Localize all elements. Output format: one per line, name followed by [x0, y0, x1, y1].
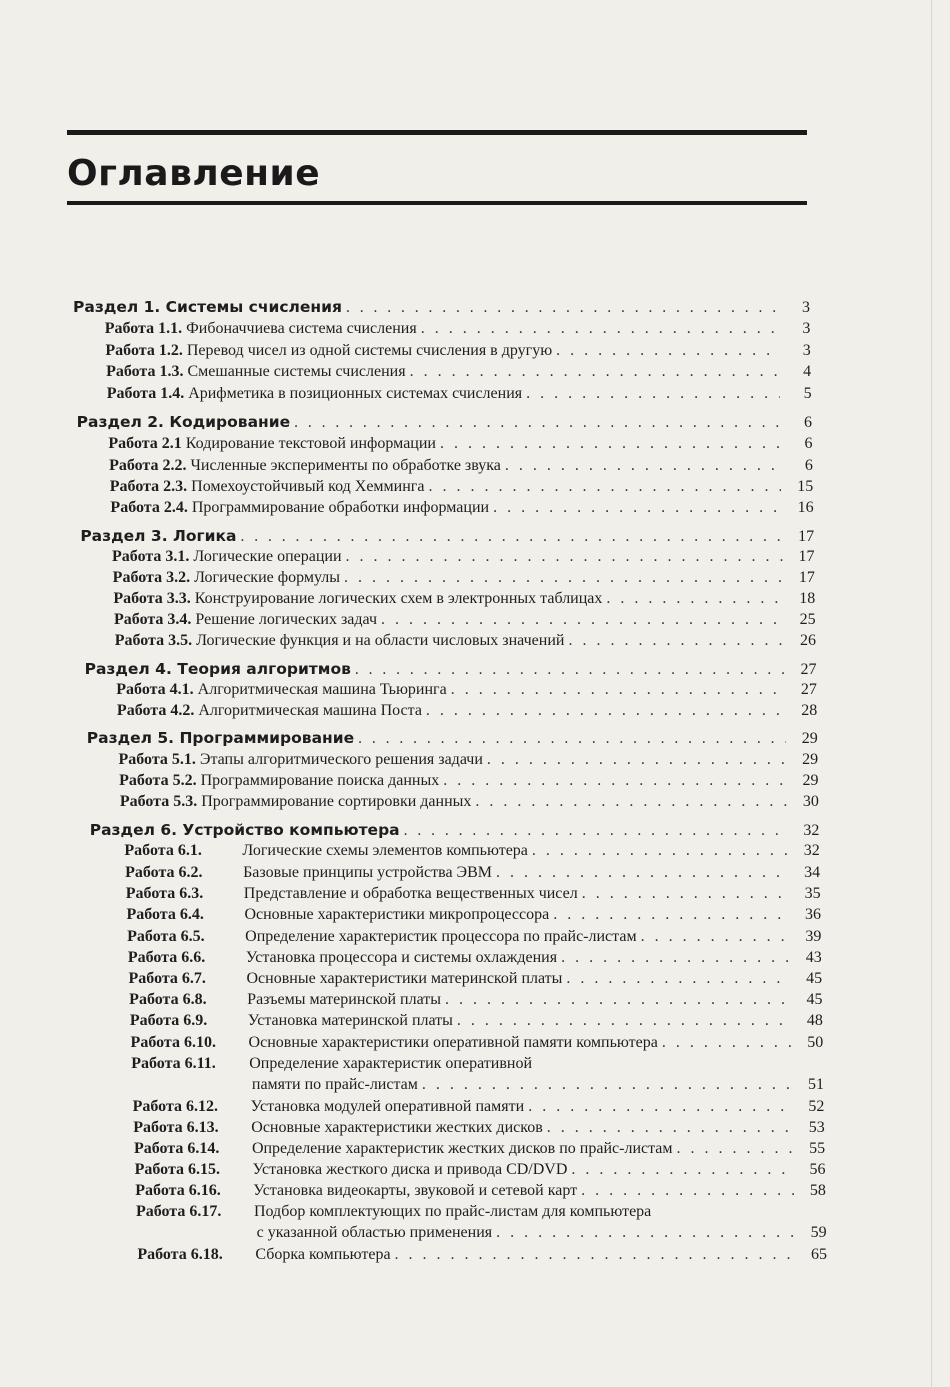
- entry-label: [118, 751, 482, 769]
- entry-number: Работа 6.12.: [132, 1098, 218, 1115]
- toc-entry-work: [130, 1012, 823, 1030]
- entry-title: Этапы алгоритмического решения задачи: [199, 751, 483, 768]
- entry-number: Работа 1.3.: [106, 363, 184, 380]
- entry-number: Работа 2.3.: [109, 478, 188, 495]
- toc-entry-work: [135, 1161, 826, 1179]
- leader-dots: [475, 793, 787, 811]
- leader-dots: [496, 864, 788, 882]
- toc-entry-work: [117, 702, 817, 720]
- entry-title: Программирование сортировки данных: [201, 793, 472, 810]
- entry-label: [137, 1246, 390, 1264]
- leader-dots: [493, 499, 782, 517]
- page-number: 56: [809, 1161, 826, 1178]
- entry-label: [133, 1098, 525, 1116]
- page-number: 27: [800, 681, 817, 698]
- entry-label: [116, 681, 446, 699]
- entry-title: Представление и обработка вещественных чисел: [243, 885, 578, 902]
- leader-dots: [358, 730, 786, 748]
- toc-entry-work: [114, 611, 816, 629]
- toc-entry-work: [128, 949, 822, 967]
- page-number: 55: [809, 1140, 826, 1157]
- page-number: 6: [804, 457, 813, 474]
- leader-dots: [443, 772, 786, 790]
- entry-number: Работа 6.17.: [135, 1203, 222, 1220]
- page-number: 32: [803, 822, 820, 839]
- page-number: 5: [803, 385, 812, 402]
- entry-number: Работа 6.10.: [130, 1034, 216, 1051]
- entry-title: памяти по прайс-листам: [251, 1076, 418, 1093]
- leader-dots: [346, 299, 778, 317]
- page-number: 50: [807, 1034, 824, 1051]
- leader-dots: [355, 661, 785, 679]
- entry-number: Работа 3.2.: [112, 569, 191, 586]
- page-number: 17: [798, 548, 815, 565]
- entry-title: Основные характеристики материнской платы: [246, 970, 563, 987]
- leader-dots: [677, 1140, 794, 1158]
- page-number: 3: [802, 320, 811, 337]
- page-title: Оглавление: [67, 153, 321, 194]
- entry-label: [107, 385, 522, 403]
- leader-dots: [410, 363, 780, 381]
- entry-label: [119, 772, 439, 790]
- entry-number: Работа 6.6.: [127, 949, 206, 966]
- page-number: 15: [797, 478, 814, 495]
- page-number: 4: [803, 363, 812, 380]
- entry-label: [114, 611, 377, 629]
- page-number: 34: [804, 864, 821, 881]
- entry-title: Алгоритмическая машина Поста: [198, 702, 422, 719]
- entry-label: [113, 590, 602, 608]
- toc-entry-work: [112, 548, 815, 566]
- toc-entry-work: [113, 590, 815, 608]
- entry-number: Работа 6.9.: [129, 1012, 208, 1029]
- entry-number: Работа 6.4.: [126, 906, 204, 923]
- page-number: 45: [806, 991, 823, 1008]
- entry-number: Работа 6.18.: [137, 1246, 223, 1263]
- toc-entry-section: [77, 413, 812, 432]
- leader-dots: [240, 528, 782, 546]
- leader-dots: [532, 842, 788, 860]
- entry-label: [115, 632, 565, 650]
- leader-dots: [421, 320, 779, 338]
- page-number: 29: [801, 730, 818, 747]
- entry-title: Определение характеристик оперативной: [249, 1055, 533, 1072]
- entry-number: Работа 1.4.: [106, 385, 185, 402]
- entry-label: [105, 342, 552, 360]
- entry-label: [110, 499, 489, 517]
- entry-label: [110, 478, 425, 496]
- page-number: 3: [802, 299, 810, 316]
- entry-number: Работа 2.4.: [110, 499, 188, 516]
- leader-dots: [395, 1246, 796, 1264]
- leader-dots: [422, 1076, 792, 1094]
- entry-title: Перевод чисел из одной системы счисления в другую: [186, 342, 553, 359]
- entry-title: Программирование обработки информации: [191, 499, 490, 516]
- page-number: 3: [802, 342, 811, 359]
- entry-number: Работа 5.3.: [119, 793, 198, 810]
- entry-number: Работа 3.1.: [112, 548, 190, 565]
- toc-entry-work: [120, 793, 819, 811]
- page-number: 6: [804, 435, 813, 452]
- entry-title: с указанной областью применения: [256, 1224, 493, 1241]
- entry-title: Фибоначчиева система счисления: [186, 320, 417, 337]
- entry-label: [105, 320, 417, 338]
- toc-entry-work: [119, 772, 818, 790]
- page-number: 65: [811, 1246, 828, 1263]
- toc-entry-work: [137, 1246, 827, 1264]
- entry-title: Основные характеристики жестких дисков: [251, 1119, 543, 1136]
- toc-entry-work: [105, 320, 811, 338]
- toc-entry-work: [118, 751, 818, 769]
- entry-title: Алгоритмическая машина Тьюринга: [197, 681, 447, 698]
- page-number: 17: [798, 569, 815, 586]
- entry-title: Логические схемы элементов компьютера: [242, 842, 528, 859]
- entry-number: Работа 6.14.: [133, 1140, 220, 1157]
- entry-title: Разъемы материнской платы: [247, 991, 441, 1008]
- entry-title: Определение характеристик процессора по прайс-листам: [245, 928, 637, 945]
- entry-title: Логические функция и на области числовых значений: [196, 632, 565, 649]
- entry-label: [113, 569, 340, 587]
- toc-entry-section: [80, 527, 814, 546]
- entry-title: Подбор комплектующих по прайс-листам для компьютера: [253, 1203, 652, 1220]
- leader-dots: [426, 702, 785, 720]
- entry-title: Смешанные системы счисления: [187, 363, 406, 380]
- leader-dots: [346, 548, 783, 566]
- page-number: 35: [804, 885, 821, 902]
- toc-entry-section: [85, 660, 817, 679]
- entry-title: Решение логических задач: [195, 611, 378, 628]
- entry-title: Установка процессора и системы охлаждения: [245, 949, 558, 966]
- leader-dots: [457, 1012, 791, 1030]
- entry-title: Численные эксперименты по обработке звука: [190, 457, 501, 474]
- page-number: 25: [799, 611, 816, 628]
- entry-title: Установка видеокарты, звуковой и сетевой карт: [253, 1182, 578, 1199]
- leader-dots: [662, 1034, 791, 1052]
- entry-number: Работа 6.2.: [125, 864, 203, 881]
- page-number: 43: [805, 949, 822, 966]
- leader-dots: [641, 928, 790, 946]
- entry-title: Логические формулы: [194, 569, 341, 586]
- entry-number: Работа 6.11.: [131, 1055, 216, 1072]
- section-title: Раздел 1. Системы счисления: [73, 298, 342, 316]
- leader-dots: [606, 590, 783, 608]
- leader-dots: [547, 1119, 793, 1137]
- page-number: 30: [802, 793, 819, 810]
- entry-number: Работа 1.1.: [104, 320, 183, 337]
- toc-entry-section: [87, 729, 818, 748]
- entry-label: [126, 885, 578, 903]
- page-number: 39: [805, 928, 822, 945]
- page-number: 29: [802, 772, 819, 789]
- toc-entry-work: [125, 864, 820, 882]
- entry-number: Работа 6.15.: [134, 1161, 221, 1178]
- toc-entry-work: [129, 970, 823, 988]
- toc-entry-work: [133, 1119, 825, 1137]
- leader-dots: [381, 611, 784, 629]
- entry-number: Работа 2.1: [108, 435, 182, 452]
- toc-entry-work: [110, 499, 813, 517]
- toc-entry-work: [110, 478, 813, 496]
- page-number: 59: [810, 1224, 827, 1241]
- entry-label: [128, 949, 557, 967]
- entry-number: Работа 6.13.: [133, 1119, 219, 1136]
- page-number: 27: [800, 661, 817, 678]
- toc-entry-work: [113, 569, 815, 587]
- entry-label: [127, 928, 636, 946]
- toc-entry-work: [126, 906, 820, 924]
- leader-dots: [556, 342, 779, 360]
- page-number: 52: [808, 1098, 825, 1115]
- entry-label: [117, 702, 422, 720]
- toc-entry-work: [106, 363, 811, 381]
- section-title: Раздел 3. Логика: [80, 527, 237, 545]
- entry-number: Работа 3.3.: [113, 590, 191, 607]
- entry-title: Кодирование текстовой информации: [185, 435, 436, 452]
- toc-entry-work: [131, 1034, 824, 1052]
- toc-entry-work: [131, 1055, 532, 1073]
- toc-entry-work: [109, 457, 813, 475]
- entry-number: Работа 5.1.: [118, 751, 196, 768]
- leader-dots: [553, 906, 789, 924]
- toc-entry-work: [133, 1098, 825, 1116]
- toc-entry-work: [135, 1182, 826, 1200]
- entry-label: [106, 363, 406, 381]
- entry-number: Работа 6.8.: [129, 991, 207, 1008]
- page-number: 53: [808, 1119, 825, 1136]
- leader-dots: [487, 751, 786, 769]
- section-title: Раздел 4. Теория алгоритмов: [84, 660, 351, 678]
- entry-label: [133, 1119, 542, 1137]
- toc-entry-section: [90, 821, 820, 840]
- entry-label: [109, 457, 501, 475]
- entry-label: [129, 970, 563, 988]
- page-number: 58: [809, 1182, 826, 1199]
- entry-number: Работа 6.3.: [125, 885, 204, 902]
- page-number: 17: [798, 528, 815, 545]
- leader-dots: [344, 569, 783, 587]
- entry-title: Базовые принципы устройства ЭВМ: [243, 864, 493, 881]
- leader-dots: [445, 991, 790, 1009]
- leader-dots: [428, 478, 781, 496]
- entry-label: [129, 991, 441, 1009]
- toc-entry-section: [73, 298, 810, 317]
- entry-title: Арифметика в позиционных системах счисления: [188, 385, 523, 402]
- entry-number: Работа 1.2.: [105, 342, 183, 359]
- leader-dots: [566, 970, 790, 988]
- leader-dots: [440, 435, 780, 453]
- page-number: 18: [799, 590, 816, 607]
- toc-entry-work: [115, 632, 816, 650]
- entry-label: [135, 1161, 568, 1179]
- toc-entry-work: [134, 1140, 825, 1158]
- toc-entry-work: [136, 1203, 651, 1221]
- toc-entry-work: [126, 885, 821, 903]
- page-number: 16: [797, 499, 814, 516]
- toc-entry-work: [124, 842, 819, 860]
- page-number: 28: [801, 702, 818, 719]
- entry-number: Работа 3.4.: [114, 611, 192, 628]
- entry-title: Конструирование логических схем в электронных таблицах: [194, 590, 603, 607]
- toc-entry-work: [252, 1076, 824, 1094]
- leader-dots: [528, 1098, 792, 1116]
- section-title: Раздел 2. Кодирование: [76, 413, 291, 431]
- entry-title: Сборка компьютера: [255, 1246, 391, 1263]
- page-number: 26: [800, 632, 816, 649]
- entry-number: Работа 6.16.: [135, 1182, 221, 1199]
- entry-label: [120, 793, 472, 811]
- entry-label: [124, 842, 528, 860]
- entry-number: Работа 3.5.: [114, 632, 193, 649]
- page-number: 6: [804, 414, 813, 431]
- entry-number: Работа 5.2.: [119, 772, 197, 789]
- entry-label: [135, 1182, 577, 1200]
- page-number: 36: [804, 906, 821, 923]
- entry-title: Установка модулей оперативной памяти: [250, 1098, 525, 1115]
- page-number: 48: [806, 1012, 823, 1029]
- page-number: 29: [802, 751, 819, 768]
- leader-dots: [404, 822, 788, 840]
- entry-number: Работа 6.5.: [127, 928, 205, 945]
- entry-label: [112, 548, 342, 566]
- leader-dots: [526, 385, 779, 403]
- entry-label: [108, 435, 436, 453]
- entry-title: Установка материнской платы: [247, 1012, 453, 1029]
- leader-dots: [582, 885, 789, 903]
- page-number: 32: [803, 842, 820, 859]
- leader-dots: [581, 1182, 794, 1200]
- entry-title: Основные характеристики оперативной памяти компьютера: [248, 1034, 658, 1051]
- toc-entry-work: [105, 342, 810, 360]
- entry-label: [134, 1140, 673, 1158]
- entry-title: Логические операции: [193, 548, 342, 565]
- entry-number: Работа 4.1.: [116, 681, 194, 698]
- entry-label: [130, 1012, 453, 1030]
- entry-number: Работа 6.1.: [124, 842, 202, 859]
- leader-dots: [571, 1161, 793, 1179]
- leader-dots: [561, 949, 790, 967]
- page-number: 51: [807, 1076, 824, 1093]
- entry-title: Установка жесткого диска и привода CD/DVD: [252, 1161, 568, 1178]
- entry-number: Работа 6.7.: [128, 970, 206, 987]
- entry-title: Основные характеристики микропроцессора: [244, 906, 550, 923]
- section-title: Раздел 5. Программирование: [86, 729, 355, 747]
- entry-label: [125, 864, 492, 882]
- entry-number: Работа 2.2.: [109, 457, 187, 474]
- toc-entry-work: [129, 991, 822, 1009]
- leader-dots: [568, 632, 784, 650]
- entry-title: Программирование поиска данных: [200, 772, 440, 789]
- section-title: Раздел 6. Устройство компьютера: [89, 821, 400, 839]
- entry-number: Работа 4.2.: [116, 702, 195, 719]
- toc-entry-work: [127, 928, 821, 946]
- leader-dots: [496, 1224, 795, 1242]
- toc-entry-work: [107, 385, 812, 403]
- leader-dots: [294, 414, 780, 432]
- entry-title: Помехоустойчивый код Хемминга: [191, 478, 425, 495]
- page-number: 45: [806, 970, 823, 987]
- entry-title: Определение характеристик жестких дисков по прайс-листам: [251, 1140, 673, 1157]
- toc-entry-work: [108, 435, 812, 453]
- entry-label: [131, 1034, 658, 1052]
- toc-entry-work: [116, 681, 817, 699]
- entry-label: [126, 906, 549, 924]
- leader-dots: [505, 457, 781, 475]
- toc-entry-work: [257, 1224, 827, 1242]
- leader-dots: [451, 681, 785, 699]
